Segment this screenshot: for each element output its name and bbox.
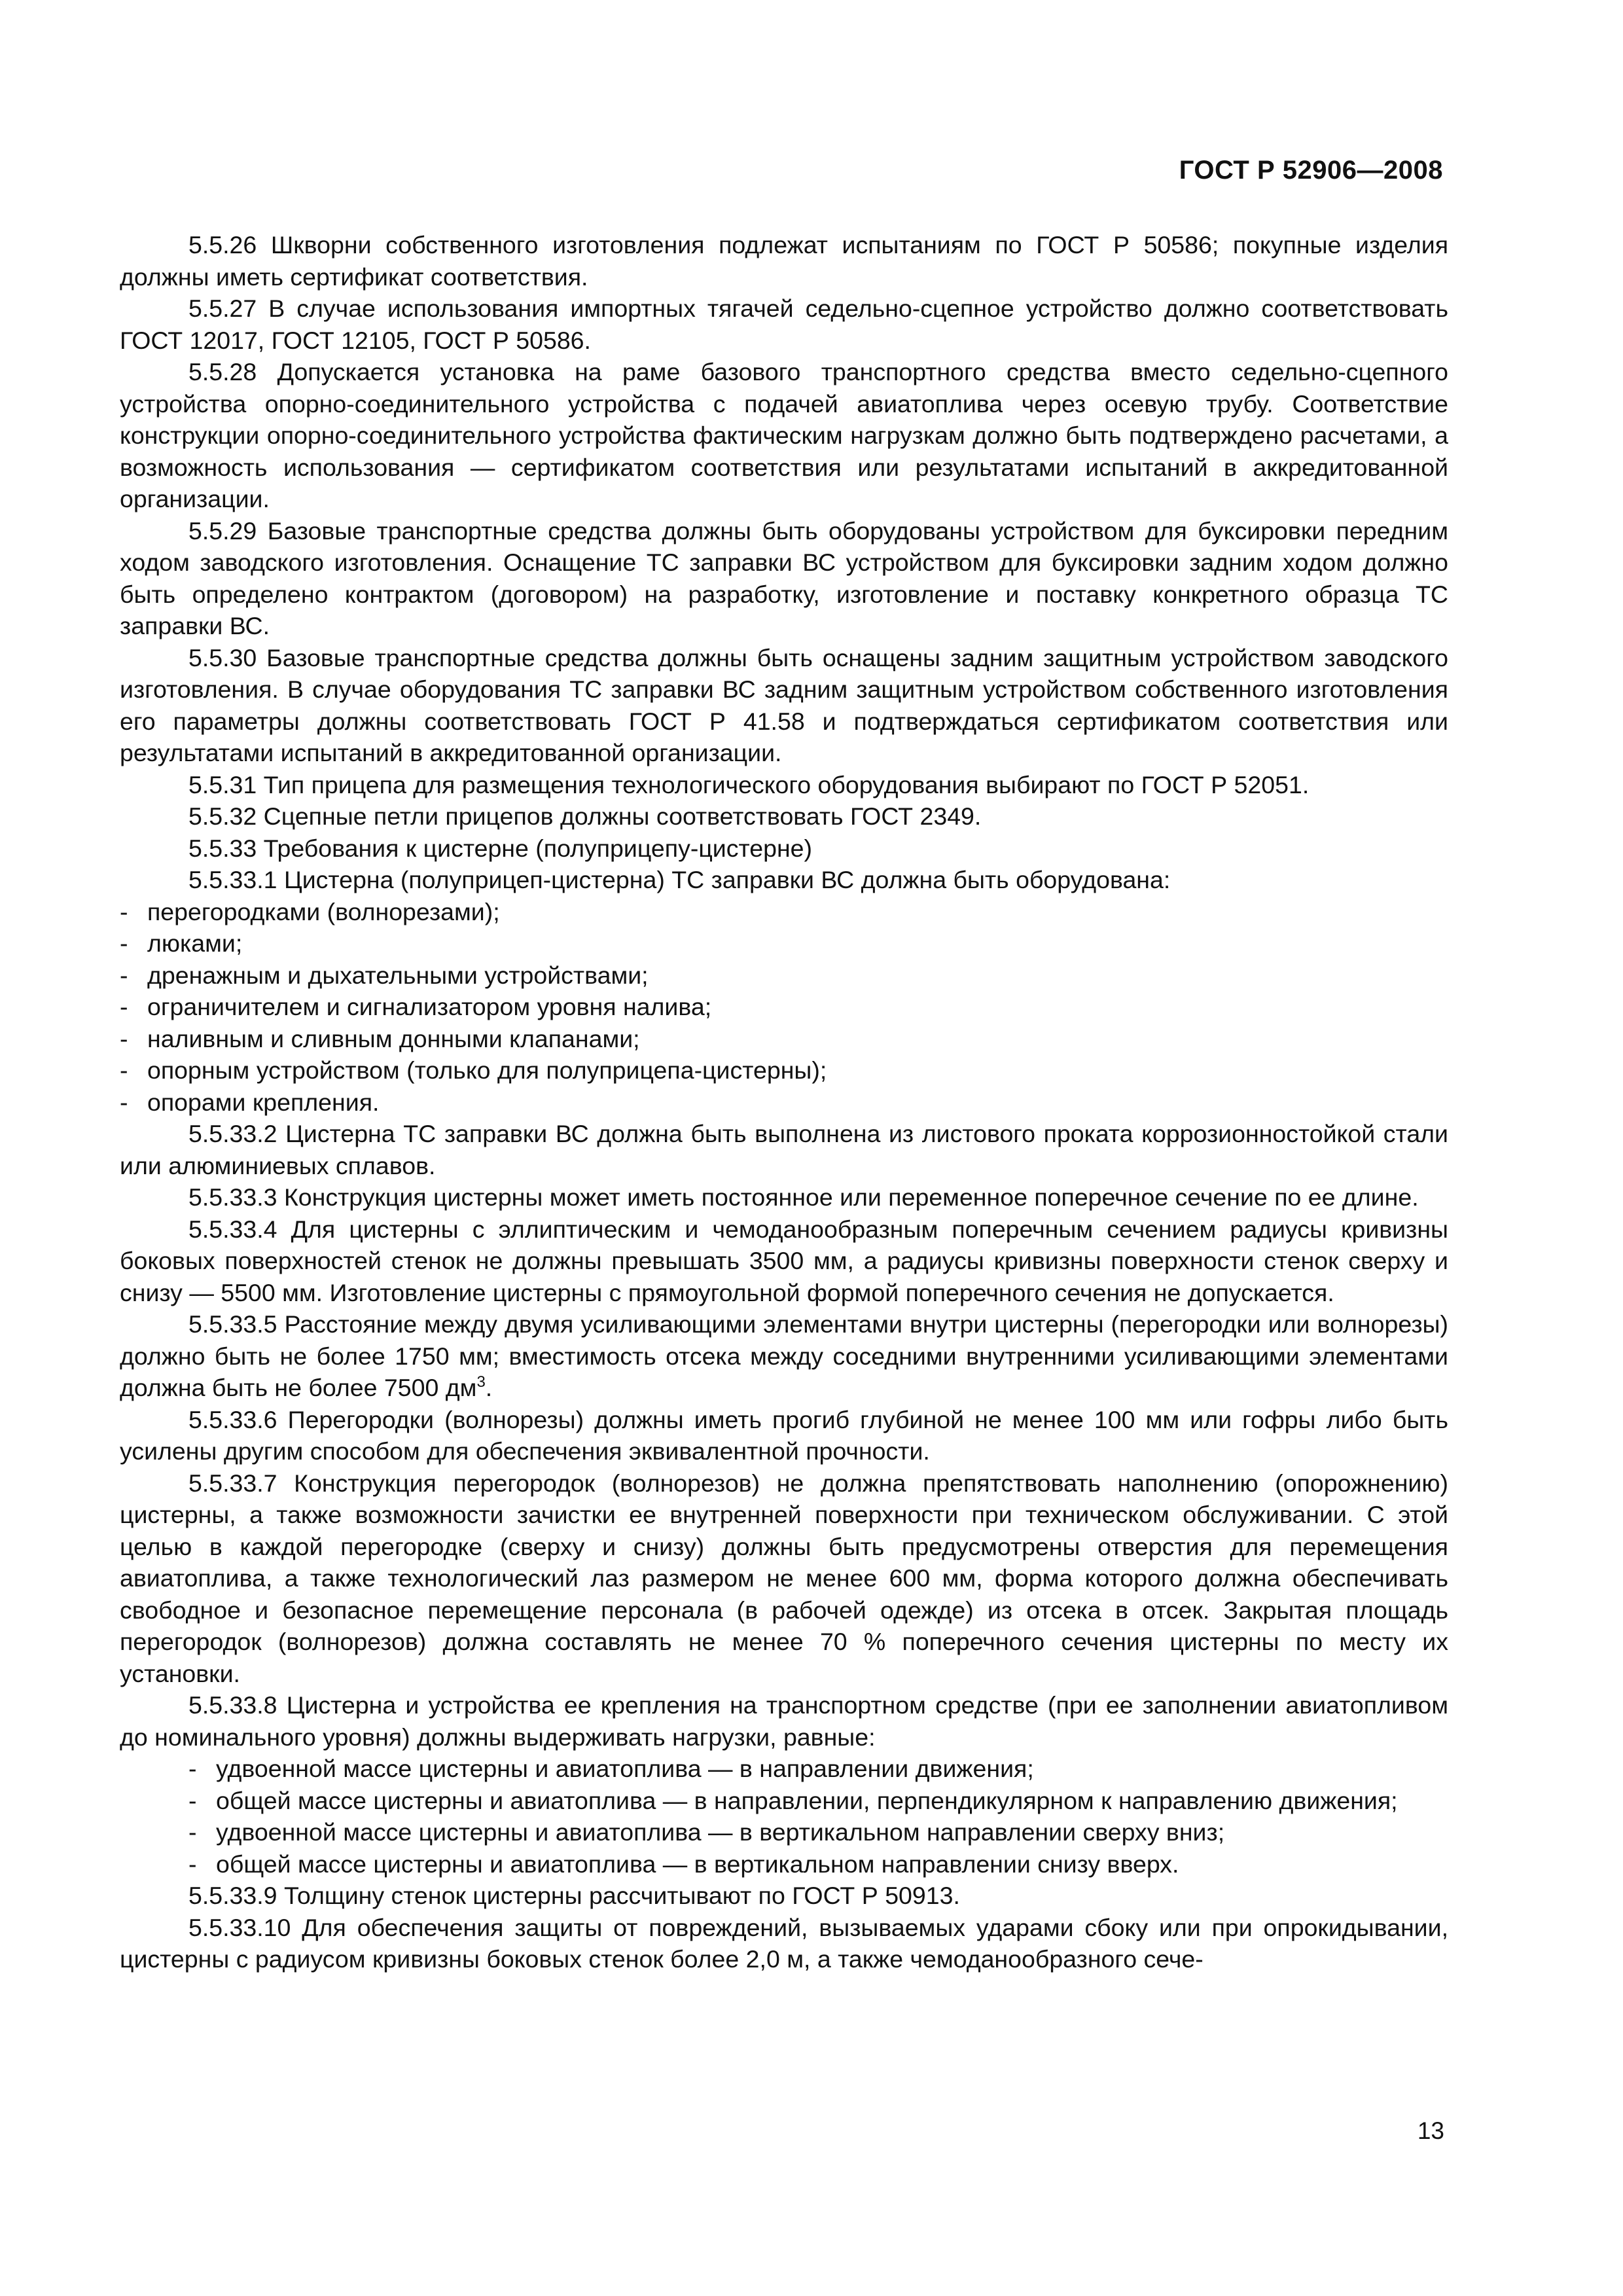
clause-paragraph	[120, 356, 1448, 515]
dash-bullet: -	[120, 897, 128, 925]
clause-text: 5.5.33.9 Толщину стенок цистерны рассчитывают по ГОСТ Р 50913.	[188, 1882, 960, 1909]
clause-text: 5.5.33.10 Для обеспечения защиты от повреждений, вызываемых ударами сбоку или при опрокидывании, цистерны с радиусом кривизны боковых стенок более 2,0 м, а также чемоданообразного сече-	[120, 1913, 1448, 1973]
clause-text: 5.5.29 Базовые транспортные средства должны быть оборудованы устройством для буксировки передним ходом заводского изготовления. Оснащение ТС заправки ВС устройством для буксировки задним ходом должно быть определено контрактом (договором) на разработку, изготовление и поставку конкретного образца ТС заправки ВС.	[120, 516, 1448, 639]
list-item-text: удвоенной массе цистерны и авиатоплива — в вертикальном направлении сверху вниз;	[216, 1818, 1225, 1846]
dash-bullet: -	[120, 1088, 128, 1116]
clause-paragraph	[120, 1689, 1448, 1753]
clause-text: 5.5.33.1 Цистерна (полуприцеп-цистерна) ТС заправки ВС должна быть оборудована:	[188, 866, 1171, 893]
list-item	[120, 1086, 1448, 1119]
clause-paragraph	[120, 1467, 1448, 1690]
dash-bullet: -	[120, 993, 128, 1020]
page-number: 13	[1417, 2117, 1444, 2144]
list-item	[120, 960, 1448, 992]
clause-paragraph	[120, 1912, 1448, 1975]
list-item	[120, 1054, 1448, 1086]
dash-bullet: -	[120, 961, 128, 989]
clause-paragraph	[120, 293, 1448, 356]
clause-text: 5.5.27 В случае использования импортных тягачей седельно-сцепное устройство должно соответствовать ГОСТ 12017, ГОСТ 12105, ГОСТ Р 50586.	[120, 295, 1448, 354]
dash-bullet: -	[120, 1024, 128, 1052]
list-item-text: люками;	[147, 929, 243, 957]
list-item-text: ограничителем и сигнализатором уровня налива;	[147, 993, 712, 1020]
document-body	[120, 229, 1448, 1975]
clause-text: 5.5.33.2 Цистерна ТС заправки ВС должна быть выполнена из листового проката коррозионностойкой стали или алюминиевых сплавов.	[120, 1120, 1448, 1179]
clause-text: 5.5.33.7 Конструкция перегородок (волнорезов) не должна препятствовать наполнению (опорожнению) цистерны, а также возможности зачистки ее внутренней поверхности при техническом обслуживании. С этой целью в каждой перегородке (сверху и снизу) должны быть предусмотрены отверстия для перемещения авиатоплива, а также технологический лаз размером не менее 600 мм, форма которого должна обеспечивать свободное и безопасное перемещение персонала (в рабочей одежде) из отсека в отсек. Закрытая площадь перегородок (волнорезов) должна составлять не менее 70 % поперечного сечения цистерны по месту их установки.	[120, 1469, 1448, 1687]
clause-paragraph	[120, 1213, 1448, 1309]
list-item-text: общей массе цистерны и авиатоплива — в вертикальном направлении снизу вверх.	[216, 1850, 1179, 1878]
clause-text: 5.5.33 Требования к цистерне (полуприцепу-цистерне)	[188, 834, 813, 862]
unit-superscript: 3	[476, 1373, 486, 1391]
clause-text: 5.5.33.3 Конструкция цистерны может иметь постоянное или переменное поперечное сечение по ее длине.	[188, 1183, 1419, 1211]
clause-paragraph	[120, 1308, 1448, 1404]
list-item	[120, 1848, 1448, 1880]
clause-paragraph	[120, 229, 1448, 293]
dash-bullet: -	[120, 1056, 128, 1084]
clause-text: 5.5.28 Допускается установка на раме базового транспортного средства вместо седельно-сцепного устройства опорно-соединительного устройства с подачей авиатоплива через осевую трубу. Соответствие конструкции опорно-соединительного устройства фактическим нагрузкам должно быть подтверждено расчетами, а возможность использования — сертификатом соответствия или результатами испытаний в аккредитованной организации.	[120, 358, 1448, 512]
clause-paragraph	[120, 1181, 1448, 1213]
clause-text: 5.5.30 Базовые транспортные средства должны быть оснащены задним защитным устройством заводского изготовления. В случае оборудования ТС заправки ВС задним защитным устройством собственного изготовления его параметры должны соответствовать ГОСТ Р 41.58 и подтверждаться сертификатом соответствия или результатами испытаний в аккредитованной организации.	[120, 643, 1448, 766]
clause-paragraph	[120, 800, 1448, 833]
list-item	[120, 1023, 1448, 1055]
list-item-text: наливным и сливным донными клапанами;	[147, 1024, 640, 1052]
clause-paragraph	[120, 1118, 1448, 1181]
clause-paragraph	[120, 642, 1448, 769]
list-item	[120, 1753, 1448, 1785]
dash-bullet: -	[120, 929, 128, 957]
clause-paragraph	[120, 1404, 1448, 1467]
dash-bullet: -	[188, 1818, 197, 1846]
clause-text: 5.5.33.4 Для цистерны с эллиптическим и чемоданообразным поперечным сечением радиусы кривизны боковых поверхностей стенок не должны превышать 3500 мм, а радиусы кривизны поверхности стенок сверху и снизу — 5500 мм. Изготовление цистерны с прямоугольной формой поперечного сечения не допускается.	[120, 1215, 1448, 1306]
dash-bullet: -	[188, 1850, 197, 1878]
list-item-text: дренажным и дыхательными устройствами;	[147, 961, 649, 989]
dash-bullet: -	[188, 1786, 197, 1814]
clause-text: 5.5.33.5 Расстояние между двумя усиливающими элементами внутри цистерны (перегородки или волнорезы) должно быть не более 1750 мм; вместимость отсека между соседними внутренними усиливающими элементами должна быть не более 7500 дм	[120, 1310, 1448, 1401]
list-item-text: опорами крепления.	[147, 1088, 380, 1116]
clause-paragraph	[120, 515, 1448, 642]
clause-paragraph	[120, 864, 1448, 896]
clause-text: 5.5.33.6 Перегородки (волнорезы) должны иметь прогиб глубиной не менее 100 мм или гофры либо быть усилены другим способом для обеспечения эквивалентной прочности.	[120, 1405, 1448, 1465]
list-item-text: опорным устройством (только для полуприцепа-цистерны);	[147, 1056, 827, 1084]
clause-text: 5.5.31 Тип прицепа для размещения технологического оборудования выбирают по ГОСТ Р 52051.	[188, 770, 1310, 798]
clause-paragraph	[120, 833, 1448, 865]
list-item-text: перегородками (волнорезами);	[147, 897, 500, 925]
list-item	[120, 991, 1448, 1023]
list-item	[120, 1816, 1448, 1848]
clause-tail: .	[485, 1374, 493, 1401]
list-item-text: удвоенной массе цистерны и авиатоплива — в направлении движения;	[216, 1755, 1034, 1782]
clause-text: 5.5.33.8 Цистерна и устройства ее крепления на транспортном средстве (при ее заполнении авиатопливом до номинального уровня) должны выдерживать нагрузки, равные:	[120, 1691, 1448, 1751]
dash-bullet: -	[188, 1755, 197, 1782]
list-item	[120, 1785, 1448, 1817]
clause-text: 5.5.26 Шкворни собственного изготовления подлежат испытаниям по ГОСТ Р 50586; покупные изделия должны иметь сертификат соответствия.	[120, 231, 1448, 291]
list-item	[120, 896, 1448, 928]
list-item	[120, 927, 1448, 960]
list-item-text: общей массе цистерны и авиатоплива — в направлении, перпендикулярном к направлению движения;	[216, 1786, 1398, 1814]
standard-header: ГОСТ Р 52906—2008	[1179, 156, 1443, 185]
clause-paragraph	[120, 1880, 1448, 1912]
clause-paragraph	[120, 769, 1448, 801]
clause-text: 5.5.32 Сцепные петли прицепов должны соответствовать ГОСТ 2349.	[188, 802, 982, 830]
